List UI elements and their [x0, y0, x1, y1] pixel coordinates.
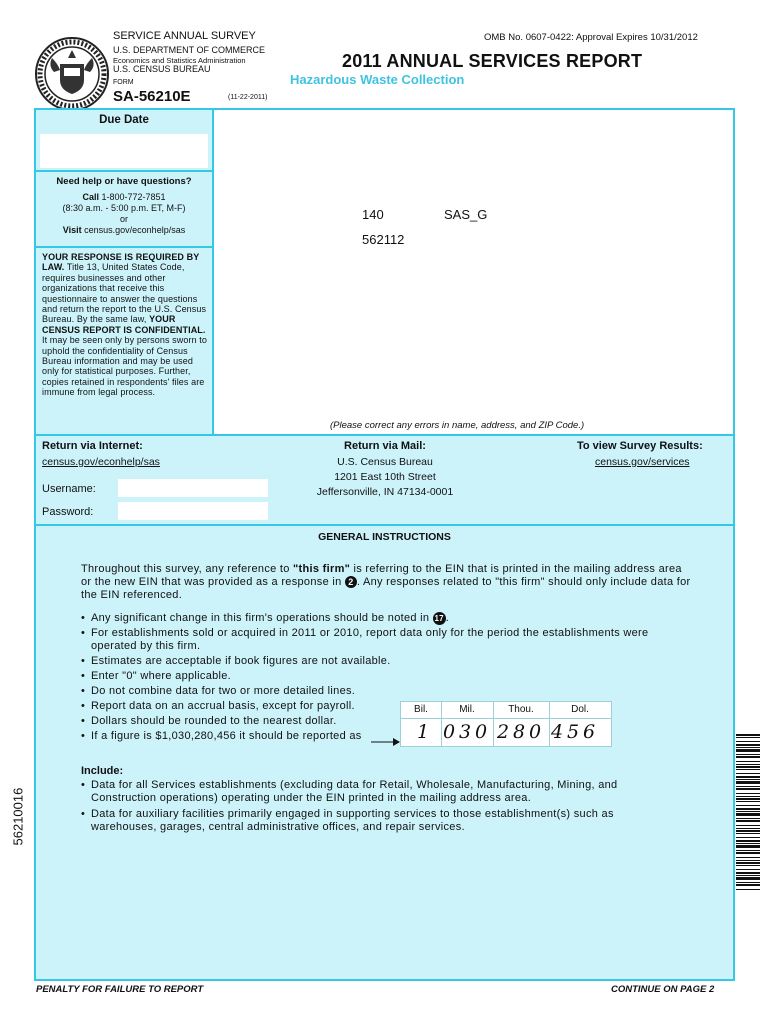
figure-digit: 0: [528, 721, 542, 743]
barcode-bar: [736, 820, 760, 822]
department-name: U.S. DEPARTMENT OF COMMERCE: [113, 45, 266, 55]
username-label: Username:: [42, 483, 96, 495]
password-label: Password:: [42, 506, 94, 518]
help-question: Need help or have questions?: [56, 176, 192, 187]
barcode-bar: [736, 862, 760, 864]
barcode-bar: [736, 857, 760, 858]
include-list: [81, 779, 681, 834]
barcode-bar: [736, 869, 760, 870]
bullet-accrual-basis: • Report data on an accrual basis, except for payroll.: [81, 700, 691, 713]
barcode-bar: [736, 828, 760, 829]
example-figure-digits: [415, 719, 597, 745]
help-phone: 1-800-772-7851: [101, 192, 166, 202]
required-by-law: YOUR RESPONSE IS REQUIRED BY LAW.: [42, 252, 200, 273]
barcode-image: [736, 734, 760, 892]
survey-results-url[interactable]: census.gov/services: [595, 456, 690, 468]
barcode-bar: [736, 776, 760, 778]
barcode-bar: [736, 872, 760, 874]
barcode-bar: [736, 786, 760, 787]
fig-header-mil: Mil.: [441, 702, 494, 718]
barcode-bar: [736, 737, 760, 738]
barcode-bar: [736, 860, 760, 861]
barcode-bar: [736, 811, 760, 812]
visit-label: Visit: [62, 225, 82, 235]
internet-return-label: Return via Internet:: [42, 440, 143, 452]
help-url[interactable]: census.gov/econhelp/sas: [84, 225, 186, 235]
due-date-box: [34, 108, 214, 172]
omb-number: OMB No. 0607-0422: Approval Expires 10/31/2012: [484, 32, 698, 43]
report-title: 2011 ANNUAL SERVICES REPORT: [342, 51, 643, 71]
barcode-bar: [736, 781, 760, 784]
intro-text-a: Throughout this survey, any reference to: [81, 563, 294, 575]
bullet-enter-zero: • Enter "0" where applicable.: [81, 670, 691, 683]
bullet-8-text: If a figure is $1,030,280,456 it should be reported as: [91, 730, 362, 742]
barcode-bar: [736, 788, 760, 790]
barcode-bar: [736, 773, 760, 774]
penalty-notice: PENALTY FOR FAILURE TO REPORT: [36, 984, 204, 995]
help-hours: (8:30 a.m. - 5:00 p.m. ET, M-F): [62, 203, 186, 213]
form-label: FORM: [113, 79, 134, 86]
address-code-2: SAS_G: [444, 207, 488, 222]
instructions-intro: [81, 563, 691, 602]
census-seal-logo: [34, 36, 110, 112]
survey-results-label: To view Survey Results:: [577, 440, 703, 452]
item-ref-17: 17: [434, 614, 444, 623]
address-box: [212, 108, 735, 436]
instructions-title: GENERAL INSTRUCTIONS: [318, 531, 451, 543]
example-figure-box: [400, 701, 612, 747]
barcode-bar: [736, 734, 760, 736]
figure-digit: 3: [458, 721, 472, 743]
mail-address-line-2: 1201 East 10th Street: [334, 471, 436, 483]
fig-header-dol: Dol.: [571, 704, 589, 715]
barcode-bar: [736, 875, 760, 876]
include-auxiliary-data: • Data for auxiliary facilities primarily engaged in supporting services to those establishment(s) such as warehouses, garages, central administrative offices, and repair services.: [81, 808, 681, 834]
arrow-right-icon: [371, 734, 401, 744]
mail-return-label: Return via Mail:: [344, 440, 426, 452]
barcode-bar: [736, 741, 760, 742]
figure-digit: 1: [416, 721, 430, 743]
internet-return-url[interactable]: census.gov/econhelp/sas: [42, 456, 160, 468]
barcode-bar: [736, 852, 760, 854]
bureau-name: U.S. CENSUS BUREAU: [113, 64, 211, 74]
barcode-bar: [736, 884, 760, 886]
barcode-bar: [736, 764, 760, 765]
barcode-bar: [736, 769, 760, 770]
fig-header-bil: Bil.: [401, 702, 442, 718]
barcode-bar: [736, 749, 760, 752]
bullet-1-text: Any significant change in this firm's operations should be noted in: [91, 612, 433, 624]
confidential-notice: YOUR CENSUS REPORT IS CONFIDENTIAL.: [42, 314, 206, 335]
barcode-bar: [736, 830, 760, 832]
help-box: [34, 170, 214, 248]
figure-digit: 0: [474, 721, 488, 743]
legal-text-1: Title 13, United States Code, requires businesses and other organizations that receive this questionnaire to answer the questions and return the report to the U.S. Census Bureau. By the same law,: [42, 262, 207, 325]
figure-digit: 8: [512, 721, 526, 743]
continue-notice: CONTINUE ON PAGE 2: [611, 984, 715, 995]
barcode-bar: [736, 833, 760, 834]
correction-note: (Please correct any errors in name, address, and ZIP Code.): [330, 420, 585, 431]
side-form-code: 56210016: [10, 787, 26, 846]
call-label: Call: [82, 192, 99, 202]
bullet-do-not-combine: • Do not combine data for two or more detailed lines.: [81, 685, 691, 698]
address-code-1: 140: [362, 207, 384, 222]
bullet-significant-change: [81, 612, 691, 625]
barcode-bar: [736, 808, 760, 810]
legal-notice-text: [42, 252, 208, 398]
barcode-bar: [736, 818, 760, 819]
barcode-bar: [736, 877, 760, 880]
barcode-bar: [736, 882, 760, 883]
figure-digit: 4: [550, 721, 564, 743]
report-subtitle: Hazardous Waste Collection: [290, 72, 465, 87]
include-services-data: • Data for all Services establishments (excluding data for Retail, Wholesale, Manufacturing, Mining, and Construction operations) operating under the EIN printed in the mailing address area.: [81, 779, 681, 805]
help-or: or: [119, 214, 128, 224]
form-number: SA-56210E: [113, 88, 191, 105]
barcode-bar: [736, 840, 760, 842]
figure-digit: 6: [582, 721, 596, 743]
barcode-bar: [736, 843, 760, 844]
barcode-bar: [736, 889, 760, 890]
naics-code: 562112: [362, 232, 405, 247]
password-field[interactable]: [118, 502, 268, 520]
bullet-estimates: • Estimates are acceptable if book figures are not available.: [81, 655, 691, 668]
fig-header-thou: Thou.: [493, 702, 550, 718]
figure-digit: 2: [496, 721, 510, 743]
barcode-bar: [736, 793, 760, 794]
barcode-bar: [736, 801, 760, 802]
figure-digit: 5: [566, 721, 580, 743]
barcode-bar: [736, 798, 760, 800]
barcode-bar: [736, 744, 760, 746]
barcode-bar: [736, 837, 760, 838]
barcode-bar: [736, 865, 760, 866]
barcode-bar: [736, 796, 760, 797]
include-label: Include:: [81, 765, 124, 777]
barcode-bar: [736, 756, 760, 758]
barcode-bar: [736, 754, 760, 755]
bullet-round-dollars: • Dollars should be rounded to the nearest dollar.: [81, 715, 691, 728]
barcode-bar: [736, 779, 760, 780]
barcode-bar: [736, 805, 760, 806]
bullet-sold-acquired: • For establishments sold or acquired in 2011 or 2010, report data only for the period the establishments were operated by this firm.: [81, 627, 691, 653]
form-date: (11-22-2011): [228, 94, 268, 101]
legal-text-2: It may be seen only by persons sworn to uphold the confidentiality of Census Bureau information and may be used only for statistical purposes. Further, copies retained in respondents' files are immune from legal process.: [42, 335, 207, 398]
barcode-bar: [736, 761, 760, 762]
barcode-bar: [736, 845, 760, 848]
barcode-bar: [736, 850, 760, 851]
intro-text-b: is referring to the EIN that is printed in the mailing address area or the new EIN that was provided as a response in: [81, 563, 682, 588]
mail-address-line-3: Jeffersonville, IN 47134-0001: [316, 486, 454, 498]
barcode-bar: [736, 747, 760, 748]
bullet-1-end: .: [445, 612, 450, 624]
legal-notice-box: [34, 246, 214, 436]
username-field[interactable]: [118, 479, 268, 497]
barcode-bar: [736, 825, 760, 826]
barcode-bar: [736, 766, 760, 768]
item-ref-2: 2: [345, 576, 357, 588]
barcode-bar: [736, 813, 760, 816]
intro-text-c: . Any responses related to "this firm" should only include data for the EIN referenced.: [81, 576, 691, 601]
figure-digit: 0: [442, 721, 456, 743]
due-date-label: Due Date: [99, 114, 149, 126]
administration-name: Economics and Statistics Administration: [113, 56, 246, 65]
this-firm-term: "this firm": [293, 563, 351, 575]
survey-name: SERVICE ANNUAL SURVEY: [113, 30, 256, 42]
mail-address-line-1: U.S. Census Bureau: [337, 456, 433, 468]
